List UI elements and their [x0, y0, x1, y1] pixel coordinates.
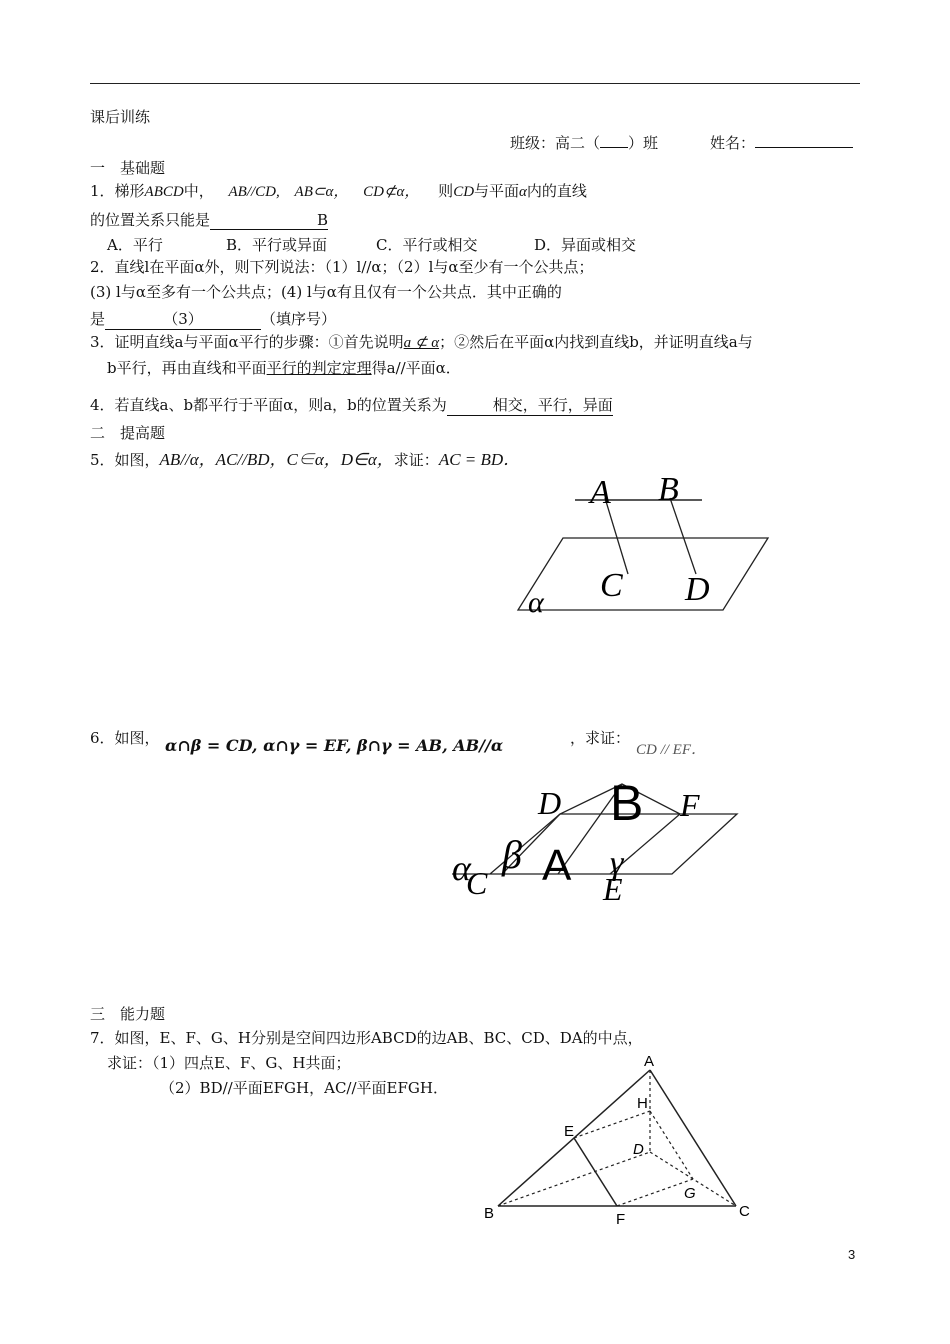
- label-gamma: γ: [610, 845, 624, 882]
- segment-ef: [574, 1138, 617, 1206]
- q1-option-c: C．平行或相交: [376, 236, 478, 254]
- page-title: 课后训练: [90, 108, 151, 126]
- q6-prefix: 6．如图，: [90, 729, 160, 747]
- q4: [90, 394, 613, 416]
- q1-cond3: CD⊄α，: [363, 184, 420, 200]
- q5-statement: [90, 445, 520, 470]
- q1-option-b: B．平行或异面: [226, 236, 328, 254]
- q2-line1: 2．直线l在平面α外，则下列说法：（1）l//α；（2）l与α至少有一个公共点；: [90, 258, 594, 276]
- q3-text-b: ；②然后在平面α内找到直线b，并证明直线a与: [439, 333, 753, 351]
- segment-hg: [650, 1111, 693, 1179]
- q6-statement: [90, 727, 160, 748]
- name-blank[interactable]: [755, 147, 853, 148]
- q2-line3: [90, 308, 336, 330]
- q6-prove: CD // EF．: [636, 742, 706, 758]
- q4-answer[interactable]: 相交，平行，异面: [447, 394, 613, 416]
- edge-bd: [498, 1152, 650, 1206]
- q1-answer[interactable]: B: [210, 211, 328, 230]
- name-field: [710, 132, 853, 153]
- q3-line2: [107, 357, 461, 378]
- q1-line2: [90, 209, 328, 230]
- q6-figure: [450, 768, 750, 908]
- q1-text-a: 1．梯形: [90, 182, 145, 200]
- label-e: E: [603, 871, 623, 907]
- q1-cond1: AB//CD,: [228, 184, 280, 200]
- q7-line3: （2）BD//平面EFGH，AC//平面EFGH．: [160, 1079, 448, 1097]
- label-c: C: [600, 567, 623, 604]
- q5-figure: [510, 470, 780, 620]
- q1-alpha: α: [519, 184, 527, 200]
- label-alpha: α: [528, 586, 544, 619]
- label-d: D: [633, 1141, 644, 1158]
- section-2-heading: 二 提高题: [90, 424, 166, 442]
- segment-eh: [574, 1111, 650, 1138]
- q2-answer[interactable]: （3）: [105, 308, 261, 330]
- q3-line1: [90, 331, 753, 352]
- label-a: A: [542, 841, 572, 890]
- label-b: B: [610, 775, 644, 831]
- class-suffix: ）班: [628, 134, 659, 152]
- q7-line1: 7．如图，E、F、G、H分别是空间四边形ABCD的边AB、BC、CD、DA的中点，: [90, 1029, 643, 1047]
- q6-conditions: α∩β = CD, α∩γ = EF, β∩γ = AB, AB//α: [165, 736, 504, 755]
- q5-conditions: AB//α，AC//BD，C∈α，D∈α，: [159, 450, 394, 469]
- q3-answer[interactable]: 平行的判定定理: [266, 359, 372, 377]
- name-label: 姓名：: [710, 134, 756, 152]
- q1-text-h: 内的直线: [526, 182, 587, 200]
- q3-line2-a: b平行，再由直线和平面: [107, 359, 267, 377]
- label-e: E: [564, 1123, 575, 1140]
- q4-text: 4．若直线a、b都平行于平面α，则a，b的位置关系为: [90, 396, 447, 414]
- line-bd: [670, 498, 696, 574]
- class-field: [510, 132, 658, 153]
- label-g: G: [684, 1185, 696, 1202]
- q2-line2: (3) l与α至多有一个公共点；(4) l与α有且仅有一个公共点．其中正确的: [90, 283, 562, 301]
- q2-suffix: （填序号）: [261, 310, 337, 328]
- label-c: C: [739, 1203, 750, 1220]
- q1-line1: [90, 180, 587, 201]
- q5-prefix: 5．如图，: [90, 451, 160, 469]
- label-d: D: [685, 571, 710, 608]
- label-h: H: [637, 1095, 648, 1112]
- q3-line2-b: 得a//平面α．: [371, 359, 461, 377]
- label-c: C: [466, 865, 488, 901]
- q1-text-c: 中，: [183, 182, 214, 200]
- q1-text-f: 与平面: [474, 182, 520, 200]
- page-number: 3: [848, 1247, 856, 1262]
- label-b: B: [484, 1205, 495, 1222]
- label-d: D: [538, 785, 562, 821]
- q7-figure: [480, 1050, 760, 1230]
- q1-cd: CD: [453, 184, 475, 200]
- q5-prove: AC = BD．: [438, 450, 521, 469]
- label-f: F: [680, 787, 700, 823]
- q3-math[interactable]: a ⊄ α: [403, 335, 440, 351]
- label-f: F: [616, 1211, 626, 1228]
- q1-abcd: ABCD: [144, 184, 184, 200]
- section-3-heading: 三 能力题: [90, 1005, 166, 1023]
- header-rule: [90, 83, 860, 84]
- segment-fg: [617, 1179, 693, 1206]
- label-alpha: α: [452, 848, 471, 888]
- label-b: B: [658, 471, 679, 508]
- class-blank[interactable]: [600, 147, 628, 148]
- q1-cond2: AB⊂α，: [294, 184, 349, 200]
- class-label: 班级：高二（: [510, 134, 601, 152]
- label-a: A: [644, 1053, 655, 1070]
- q1-text-d: 则: [438, 182, 454, 200]
- q7-line2: 求证：（1）四点E、F、G、H共面；: [107, 1054, 351, 1072]
- q6-prove-label: ，求证：: [570, 729, 631, 747]
- q2-prefix: 是: [90, 310, 106, 328]
- q3-text-a: 3．证明直线a与平面α平行的步骤：①首先说明: [90, 333, 404, 351]
- q1-option-d: D．异面或相交: [534, 236, 637, 254]
- q5-prove-label: 求证：: [393, 451, 439, 469]
- section-1-heading: 一 基础题: [90, 159, 166, 177]
- q1-line2-text: 的位置关系只能是: [90, 211, 211, 229]
- q1-option-a: A．平行: [107, 236, 163, 254]
- label-a: A: [590, 474, 611, 511]
- plane-alpha: [518, 538, 768, 610]
- label-beta: β: [502, 832, 522, 877]
